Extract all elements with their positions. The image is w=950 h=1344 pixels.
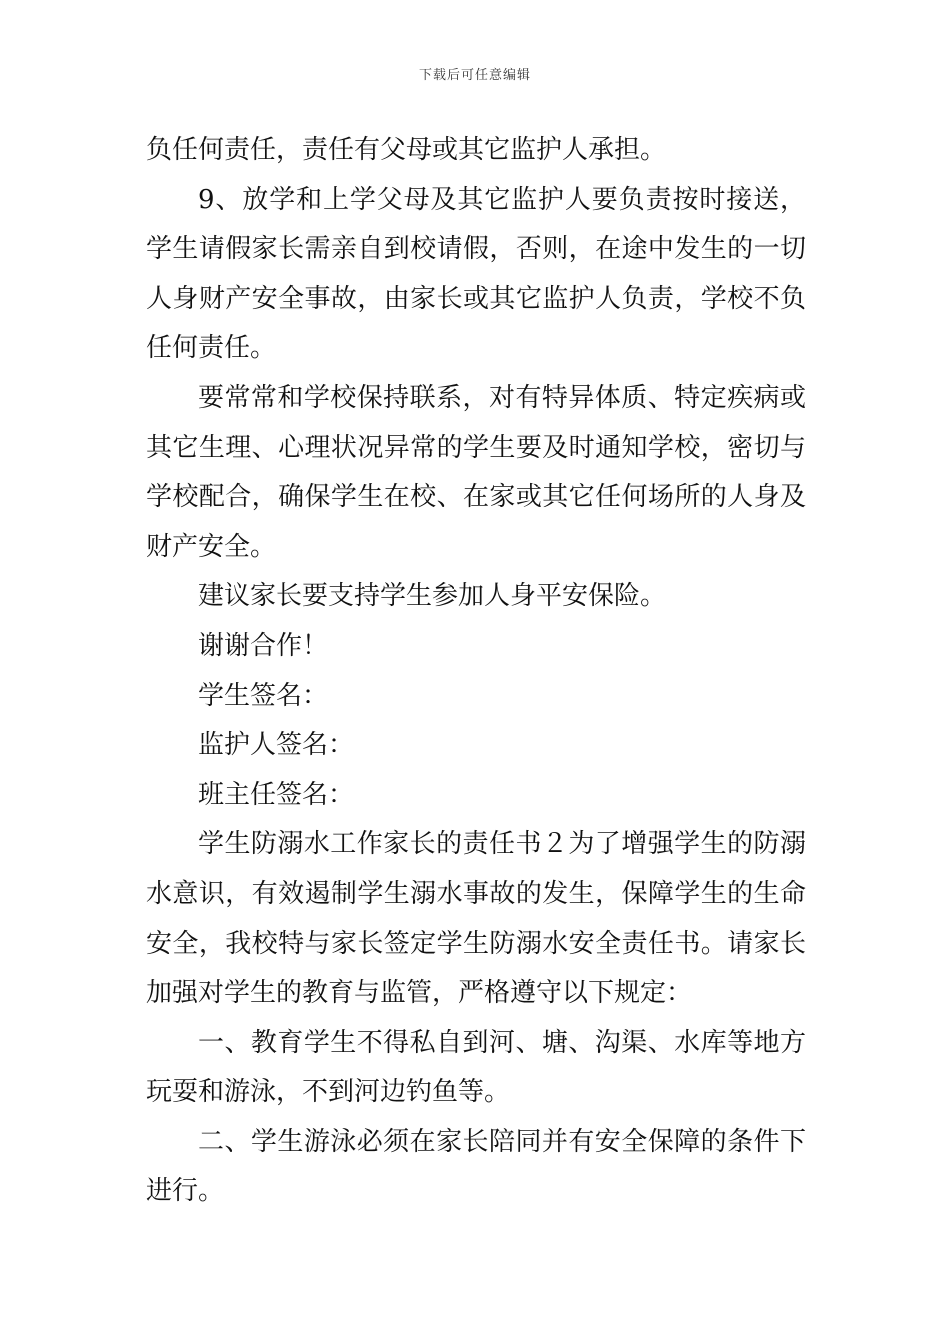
paragraph-insurance: 建议家长要支持学生参加人身平安保险。 — [198, 581, 667, 612]
page-header-note: 下载后可任意编辑 — [418, 68, 531, 83]
signature-student: 学生签名： — [198, 680, 329, 711]
paragraph-responsibility-letter-2: 学生防溺水工作家长的责任书２为了增强学生的防溺水意识，有效遏制学生溺水事故的发生，保障学生的生命安全，我校特与家长签定学生防溺水安全责任书。请家长加强对学生的教育与监管，严格遵守以下规定： — [146, 829, 806, 1009]
paragraph-contact-school: 要常常和学校保持联系，对有特异体质、特定疾病或其它生理、心理状况异常的学生要及时通知学校，密切与学校配合，确保学生在校、在家或其它任何场所的人身及财产安全。 — [146, 382, 806, 562]
signature-guardian: 监护人签名： — [198, 730, 355, 761]
paragraph-rule-1: 一、教育学生不得私自到河、塘、沟渠、水库等地方玩耍和游泳，不到河边钓鱼等。 — [146, 1027, 806, 1108]
paragraph-rule-2: 二、学生游泳必须在家长陪同并有安全保障的条件下进行。 — [146, 1126, 806, 1207]
paragraph-thanks: 谢谢合作！ — [198, 630, 329, 661]
paragraph-continuation: 负任何责任，责任有父母或其它监护人承担。 — [146, 135, 667, 165]
paragraph-item-9: 9、放学和上学父母及其它监护人要负责按时接送，学生请假家长需亲自到校请假，否则，在途中发生的一切人身财产安全事故，由家长或其它监护人负责，学校不负任何责任。 — [146, 184, 806, 364]
signature-head-teacher: 班主任签名： — [198, 779, 355, 810]
document-body — [146, 126, 806, 1217]
